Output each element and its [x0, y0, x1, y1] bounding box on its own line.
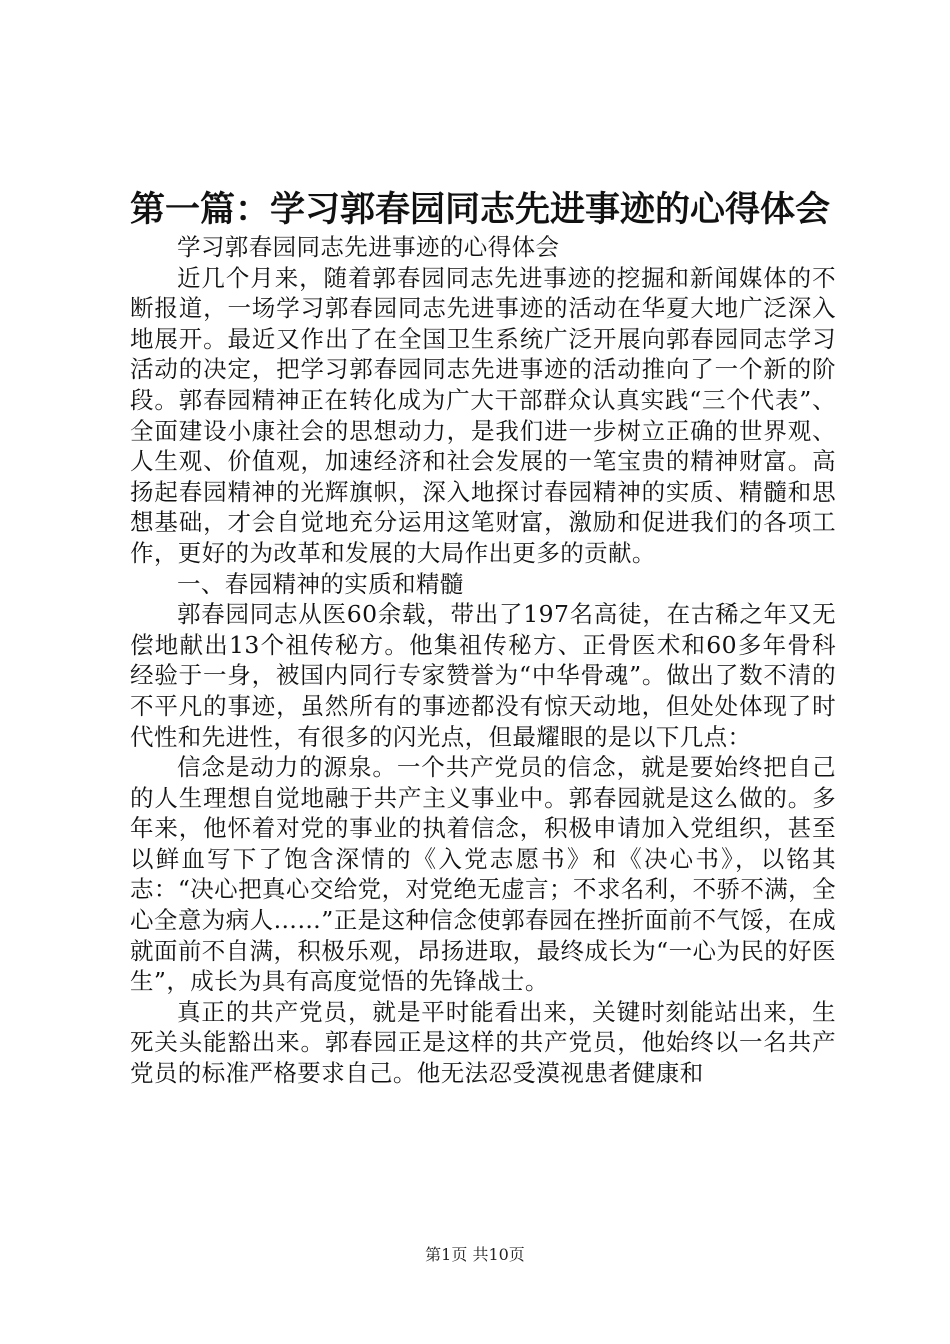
subtitle-paragraph: 学习郭春园同志先进事迹的心得体会 — [177, 233, 560, 261]
body-paragraph: 近几个月来，随着郭春园同志先进事迹的挖掘和新闻媒体的不断报道，一场学习郭春园同志先进事迹的活动在华夏大地广泛深入地展开。最近又作出了在全国卫生系统广泛开展向郭春园同志学习活动的决定，把学习郭春园同志先进事迹的活动推向了一个新的阶段。郭春园精神正在转化成为广大干部群众认真实践“三个代表”、全面建设小康社会的思想动力，是我们进一步树立正确的世界观、人生观、价值观，加速经济和社会发展的一笔宝贵的精神财富。高扬起春园精神的光辉旗帜，深入地探讨春园精神的实质、精髓和思想基础，才会自觉地充分运用这笔财富，激励和促进我们的各项工作，更好的为改革和发展的大局作出更多的贡献。 — [130, 263, 836, 567]
document-body — [130, 232, 836, 1089]
body-paragraph: 真正的共产党员，就是平时能看出来，关键时刻能站出来，生死关头能豁出来。郭春园正是这样的共产党员，他始终以一名共产党员的标准严格要求自己。他无法忍受漠视患者健康和 — [130, 997, 836, 1088]
body-paragraph: 信念是动力的源泉。一个共产党员的信念，就是要始终把自己的人生理想自觉地融于共产主义事业中。郭春园就是这么做的。多年来，他怀着对党的事业的执着信念，积极申请加入党组织，甚至以鲜血写下了饱含深情的《入党志愿书》和《决心书》，以铭其志：“决心把真心交给党，对党绝无虚言；不求名利，不骄不满，全心全意为病人……”正是这种信念使郭春园在挫折面前不气馁，在成就面前不自满，积极乐观，昂扬进取，最终成长为“一心为民的好医生”，成长为具有高度觉悟的先锋战士。 — [130, 753, 836, 996]
section-heading: 一、春园精神的实质和精髓 — [177, 569, 464, 598]
document-title: 第一篇：学习郭春园同志先进事迹的心得体会 — [130, 189, 831, 230]
page-number-footer: 第1页 共10页 — [425, 1245, 525, 1264]
body-paragraph: 郭春园同志从医60余载，带出了197名高徒，在古稀之年又无偿地献出13个祖传秘方。他集祖传秘方、正骨医术和60多年骨科经验于一身，被国内同行专家赞誉为“中华骨魂”。做出了数不清的不平凡的事迹，虽然所有的事迹都没有惊天动地，但处处体现了时代性和先进性，有很多的闪光点，但最耀眼的是以下几点： — [130, 600, 836, 751]
